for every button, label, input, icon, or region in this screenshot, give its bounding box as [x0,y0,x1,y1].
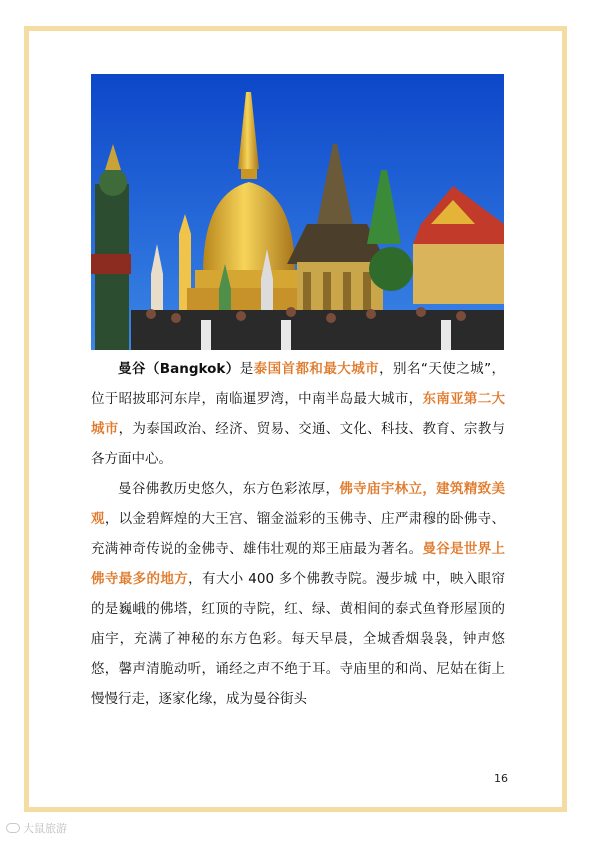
watermark-text: 大鼠旅游 [23,822,67,835]
text-run: ，别名“天使之城”，位于昭披耶河东岸，南临暹罗湾，中南半岛最大城市， [91,361,506,407]
highlight-temples: 佛寺庙宇林立，建筑精致美观 [91,481,506,527]
text-run: ，以金碧辉煌的大王宫、镏金溢彩的玉佛寺、庄严肃穆的卧佛寺、充满神奇传说的金佛寺、雄伟壮观的郑王庙最为著名。 [91,511,506,557]
city-name: 曼谷（Bangkok） [118,361,240,377]
text-run: ，有大小 400 多个佛教寺院。漫步城 中，映入眼帘的是巍峨的佛塔，红顶的寺院，红、绿、黄相间的泰式鱼脊形屋顶的庙宇，充满了神秘的东方色彩。每天早晨，全城香烟袅袅，钟声悠悠，馨声清脆动听，诵经之声不绝于耳。寺庙里的和尚、尼姑在街上慢慢行走，逐家化缘，成为曼谷街头 [91,571,506,707]
highlight-capital: 泰国首都和最大城市 [253,361,380,377]
text-run: 曼谷佛教历史悠久，东方色彩浓厚， [118,481,340,497]
highlight-most-temples: 曼谷是世界上佛寺最多的地方 [91,541,506,587]
text-run: ，为泰国政治、经济、贸易、交通、文化、科技、教育、宗教与各方面中心。 [91,421,506,467]
highlight-second-city: 东南亚第二大城市 [91,391,506,437]
body-text [91,354,505,714]
paragraph-buddhism [91,474,505,714]
watermark [6,820,67,836]
watermark-logo-icon [6,823,20,833]
text-run: 是 [239,361,254,377]
page-number: 16 [494,772,508,785]
temple-photo [91,74,504,350]
paragraph-intro [91,354,505,474]
